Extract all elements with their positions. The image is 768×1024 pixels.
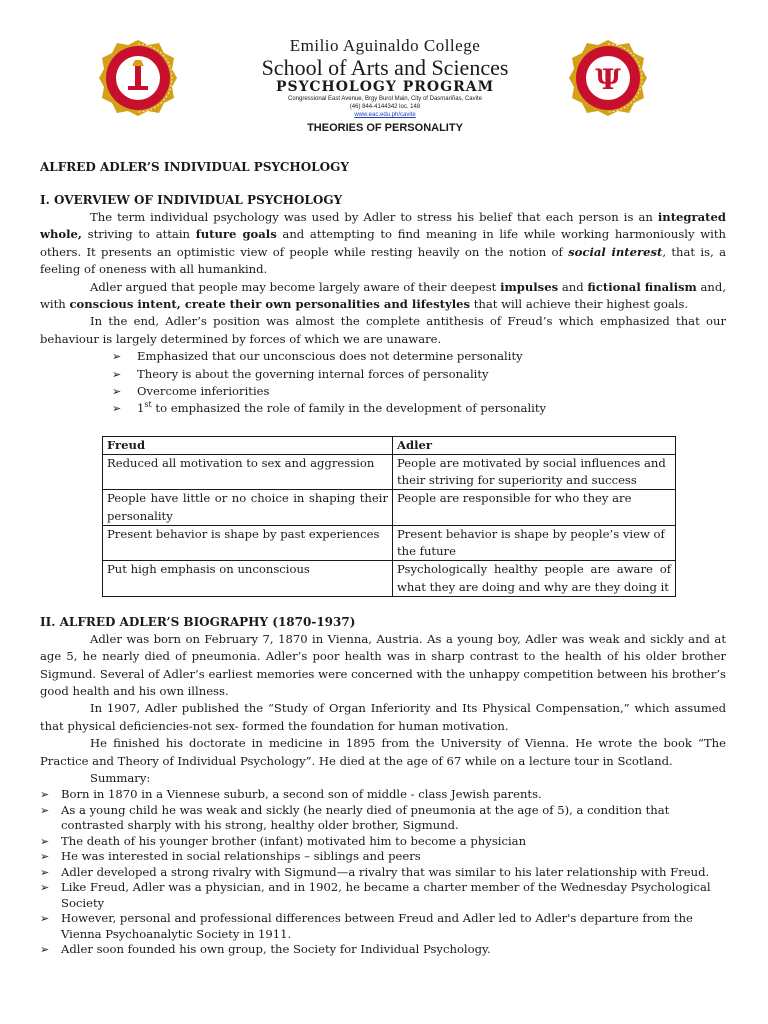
list-item: ➢ However, personal and professional differences between Freud and Adler led to Adler's departure from the Vienna Psychoanalytic Society in 1911. [40, 911, 726, 942]
table-cell: People are responsible for who they are [393, 490, 676, 525]
table-cell: People are motivated by social influences and their striving for superiority and success [393, 455, 676, 490]
summary-label: Summary: [90, 770, 151, 785]
section-1-paragraph-2: Adler argued that people may become largely aware of their deepest impulses and fictional finalism and, with conscious intent, create their own personalities and lifestyles that will achieve their highest goals. [40, 279, 727, 312]
letterhead [160, 36, 610, 135]
table-row [103, 525, 676, 560]
document-title: ALFRED ADLER’S INDIVIDUAL PSYCHOLOGY [40, 160, 349, 174]
list-item: ➢ He was interested in social relationships – siblings and peers [40, 849, 726, 865]
section-2-paragraph-2: In 1907, Adler published the “Study of Organ Inferiority and Its Physical Compensation,” which assumed that physical deficiencies-not sex- formed the foundation for human motivation. [40, 701, 726, 733]
table-header-row [103, 436, 676, 454]
biography-summary-list [40, 787, 726, 958]
list-item: ➢ Adler soon founded his own group, the Society for Individual Psychology. [40, 942, 726, 958]
list-item: ➢ Adler developed a strong rivalry with Sigmund—a rivalry that was similar to his later relationship with Freud. [40, 865, 726, 881]
list-item: ➢ Like Freud, Adler was a physician, and in 1902, he became a charter member of the Wednesday Psychological Society [40, 880, 726, 911]
table-cell: Present behavior is shape by past experiences [103, 525, 393, 560]
table-cell: Reduced all motivation to sex and aggression [103, 455, 393, 490]
program-name: PSYCHOLOGY PROGRAM [275, 79, 495, 95]
list-item: ➢ As a young child he was weak and sickly (he nearly died of pneumonia at the age of 5), a condition that contrasted sharply with his strong, healthy older brother, Sigmund. [40, 803, 726, 834]
table-cell: People have little or no choice in shaping their personality [103, 490, 393, 525]
document-body [40, 158, 726, 958]
phone-line: (46) 844-4144342 loc. 148 [349, 104, 421, 110]
table-cell: Psychologically healthy people are aware of what they are doing and why are they doing it [393, 561, 676, 596]
website-link[interactable]: www.eac.edu.ph/cavite [354, 112, 416, 118]
list-item: ➢ 1st to emphasized the role of family in the development of personality [112, 400, 726, 417]
course-title: THEORIES OF PERSONALITY [307, 122, 463, 134]
list-item: ➢ Overcome inferiorities [112, 383, 726, 400]
address-line: Congressional East Avenue, Brgy Burol Main, City of Dasmariñas, Cavite [288, 96, 482, 102]
table-row [103, 490, 676, 525]
column-header-adler: Adler [393, 436, 676, 454]
freud-adler-comparison-table [102, 436, 676, 597]
table-row [103, 561, 676, 596]
table-row [103, 455, 676, 490]
column-header-freud: Freud [103, 436, 393, 454]
college-name: Emilio Aguinaldo College [289, 36, 481, 55]
overview-bullet-list [112, 348, 726, 418]
section-1-paragraph-3: In the end, Adler’s position was almost the complete antithesis of Freud’s which emphasized that our behaviour is largely determined by forces of which we are unaware. [40, 314, 726, 346]
section-2-paragraph-1: Adler was born on February 7, 1870 in Vienna, Austria. As a young boy, Adler was weak and sickly and at age 5, he nearly died of pneumonia. Adler’s poor health was in sharp contrast to the health of his older brother Sigmund. Several of Adler’s earliest memories were concerned with the unhappy competition between his brother’s good health and his own illness. [40, 631, 726, 698]
table-cell: Present behavior is shape by people’s view of the future [393, 525, 676, 560]
section-1-heading: I. OVERVIEW OF INDIVIDUAL PSYCHOLOGY [40, 193, 343, 207]
section-2-heading: II. ALFRED ADLER’S BIOGRAPHY (1870-1937) [40, 614, 356, 629]
section-2-paragraph-3: He finished his doctorate in medicine in 1895 from the University of Vienna. He wrote the book “The Practice and Theory of Individual Psychology”. He died at the age of 67 while on a lecture tour in Scotland. [40, 736, 726, 768]
table-cell: Put high emphasis on unconscious [103, 561, 393, 596]
list-item: ➢ Born in 1870 in a Viennese suburb, a second son of middle - class Jewish parents. [40, 787, 726, 803]
school-name: School of Arts and Sciences [261, 55, 509, 80]
list-item: ➢ Emphasized that our unconscious does not determine personality [112, 348, 726, 365]
svg-text:Ψ: Ψ [595, 63, 621, 96]
section-1-paragraph-1: The term individual psychology was used by Adler to stress his belief that each person is an integrated whole, striving to attain future goals and attempting to find meaning in life while working harmoniously with others. It presents an optimistic view of people while resting heavily on the notion of social interest, that is, a feeling of oneness with all humankind. [40, 210, 726, 277]
list-item: ➢ The death of his younger brother (infant) motivated him to become a physician [40, 834, 726, 850]
list-item: ➢ Theory is about the governing internal forces of personality [112, 366, 726, 383]
